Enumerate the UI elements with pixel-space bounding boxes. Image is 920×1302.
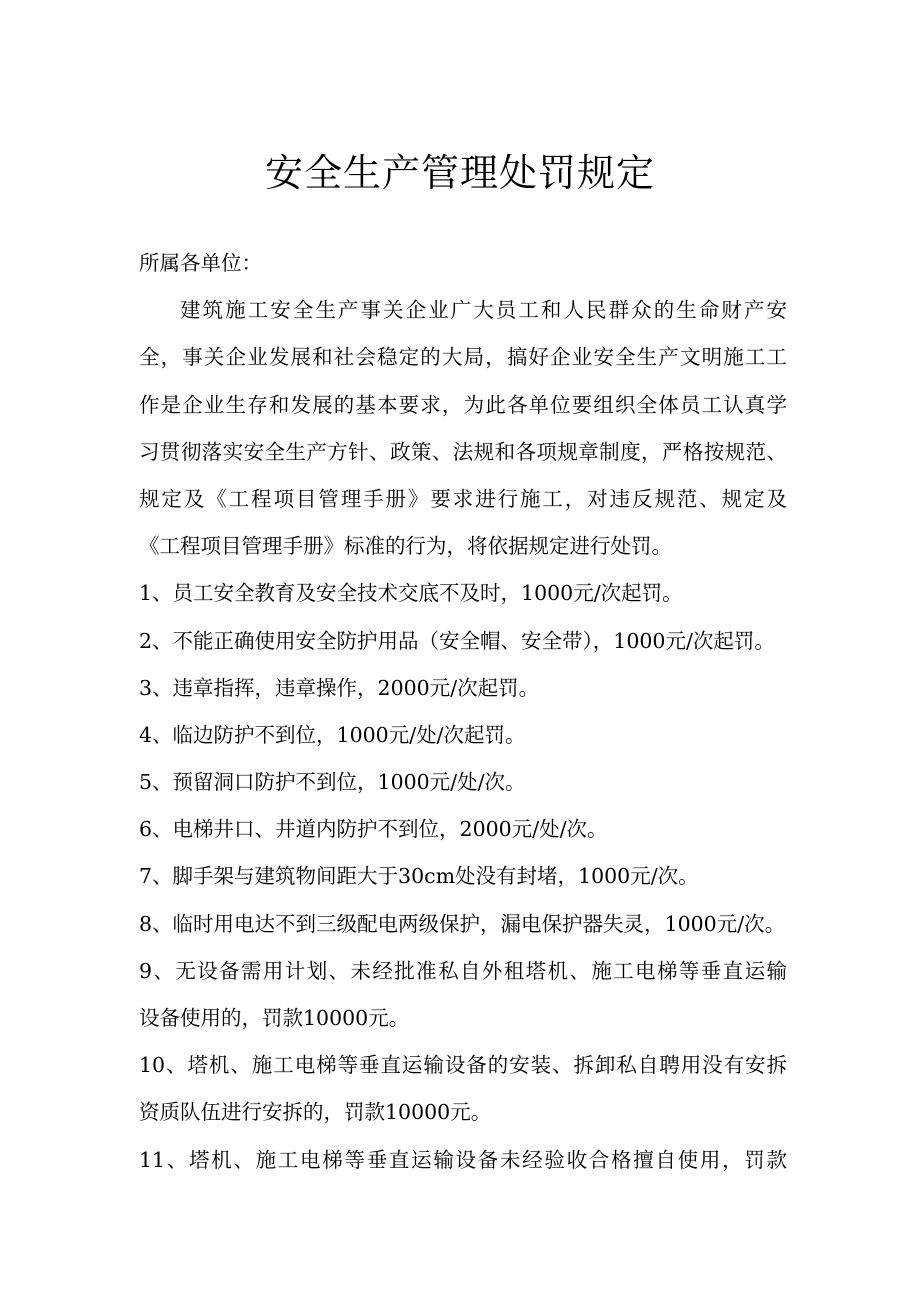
penalty-item-6: 6、电梯井口、井道内防护不到位，2000元/处/次。 — [139, 817, 608, 842]
salutation-line: 所属各单位： — [139, 251, 262, 275]
intro-paragraph-line: 建筑施工安全生产事关企业广大员工和人民群众的生命财产安 — [180, 298, 787, 323]
intro-paragraph-line: 《工程项目管理手册》标准的行为，将依据规定进行处罚。 — [139, 534, 672, 559]
penalty-item-10: 10、塔机、施工电梯等垂直运输设备的安装、拆卸私自聘用没有安拆 — [139, 1053, 787, 1078]
intro-paragraph-line: 全，事关企业发展和社会稳定的大局，搞好企业安全生产文明施工工 — [139, 345, 787, 370]
intro-paragraph-line: 作是企业生存和发展的基本要求，为此各单位要组织全体员工认真学 — [139, 392, 787, 417]
penalty-item-5: 5、预留洞口防护不到位，1000元/处/次。 — [139, 770, 526, 795]
penalty-item-1: 1、员工安全教育及安全技术交底不及时，1000元/次起罚。 — [139, 581, 683, 606]
intro-paragraph-line: 习贯彻落实安全生产方针、政策、法规和各项规章制度，严格按规范、 — [139, 439, 787, 464]
penalty-item-9-continued: 设备使用的，罚款10000元。 — [139, 1006, 410, 1030]
intro-paragraph-line: 规定及《工程项目管理手册》要求进行施工，对违反规范、规定及 — [139, 486, 787, 511]
penalty-item-2: 2、不能正确使用安全防护用品（安全帽、安全带），1000元/次起罚。 — [139, 628, 775, 653]
penalty-item-4: 4、临边防护不到位，1000元/处/次起罚。 — [139, 722, 526, 747]
penalty-item-11: 11、塔机、施工电梯等垂直运输设备未经验收合格擅自使用，罚款 — [139, 1147, 787, 1172]
document-title: 安全生产管理处罚规定 — [264, 151, 655, 195]
penalty-item-9: 9、无设备需用计划、未经批准私自外租塔机、施工电梯等垂直运输 — [139, 958, 787, 983]
penalty-item-10-continued: 资质队伍进行安拆的，罚款10000元。 — [139, 1100, 492, 1125]
penalty-item-7: 7、脚手架与建筑物间距大于30cm处没有封堵，1000元/次。 — [139, 864, 699, 889]
penalty-item-3: 3、违章指挥，违章操作，2000元/次起罚。 — [139, 675, 540, 700]
penalty-item-8: 8、临时用电达不到三级配电两级保护，漏电保护器失灵，1000元/次。 — [139, 911, 786, 936]
document-body — [139, 240, 787, 1184]
